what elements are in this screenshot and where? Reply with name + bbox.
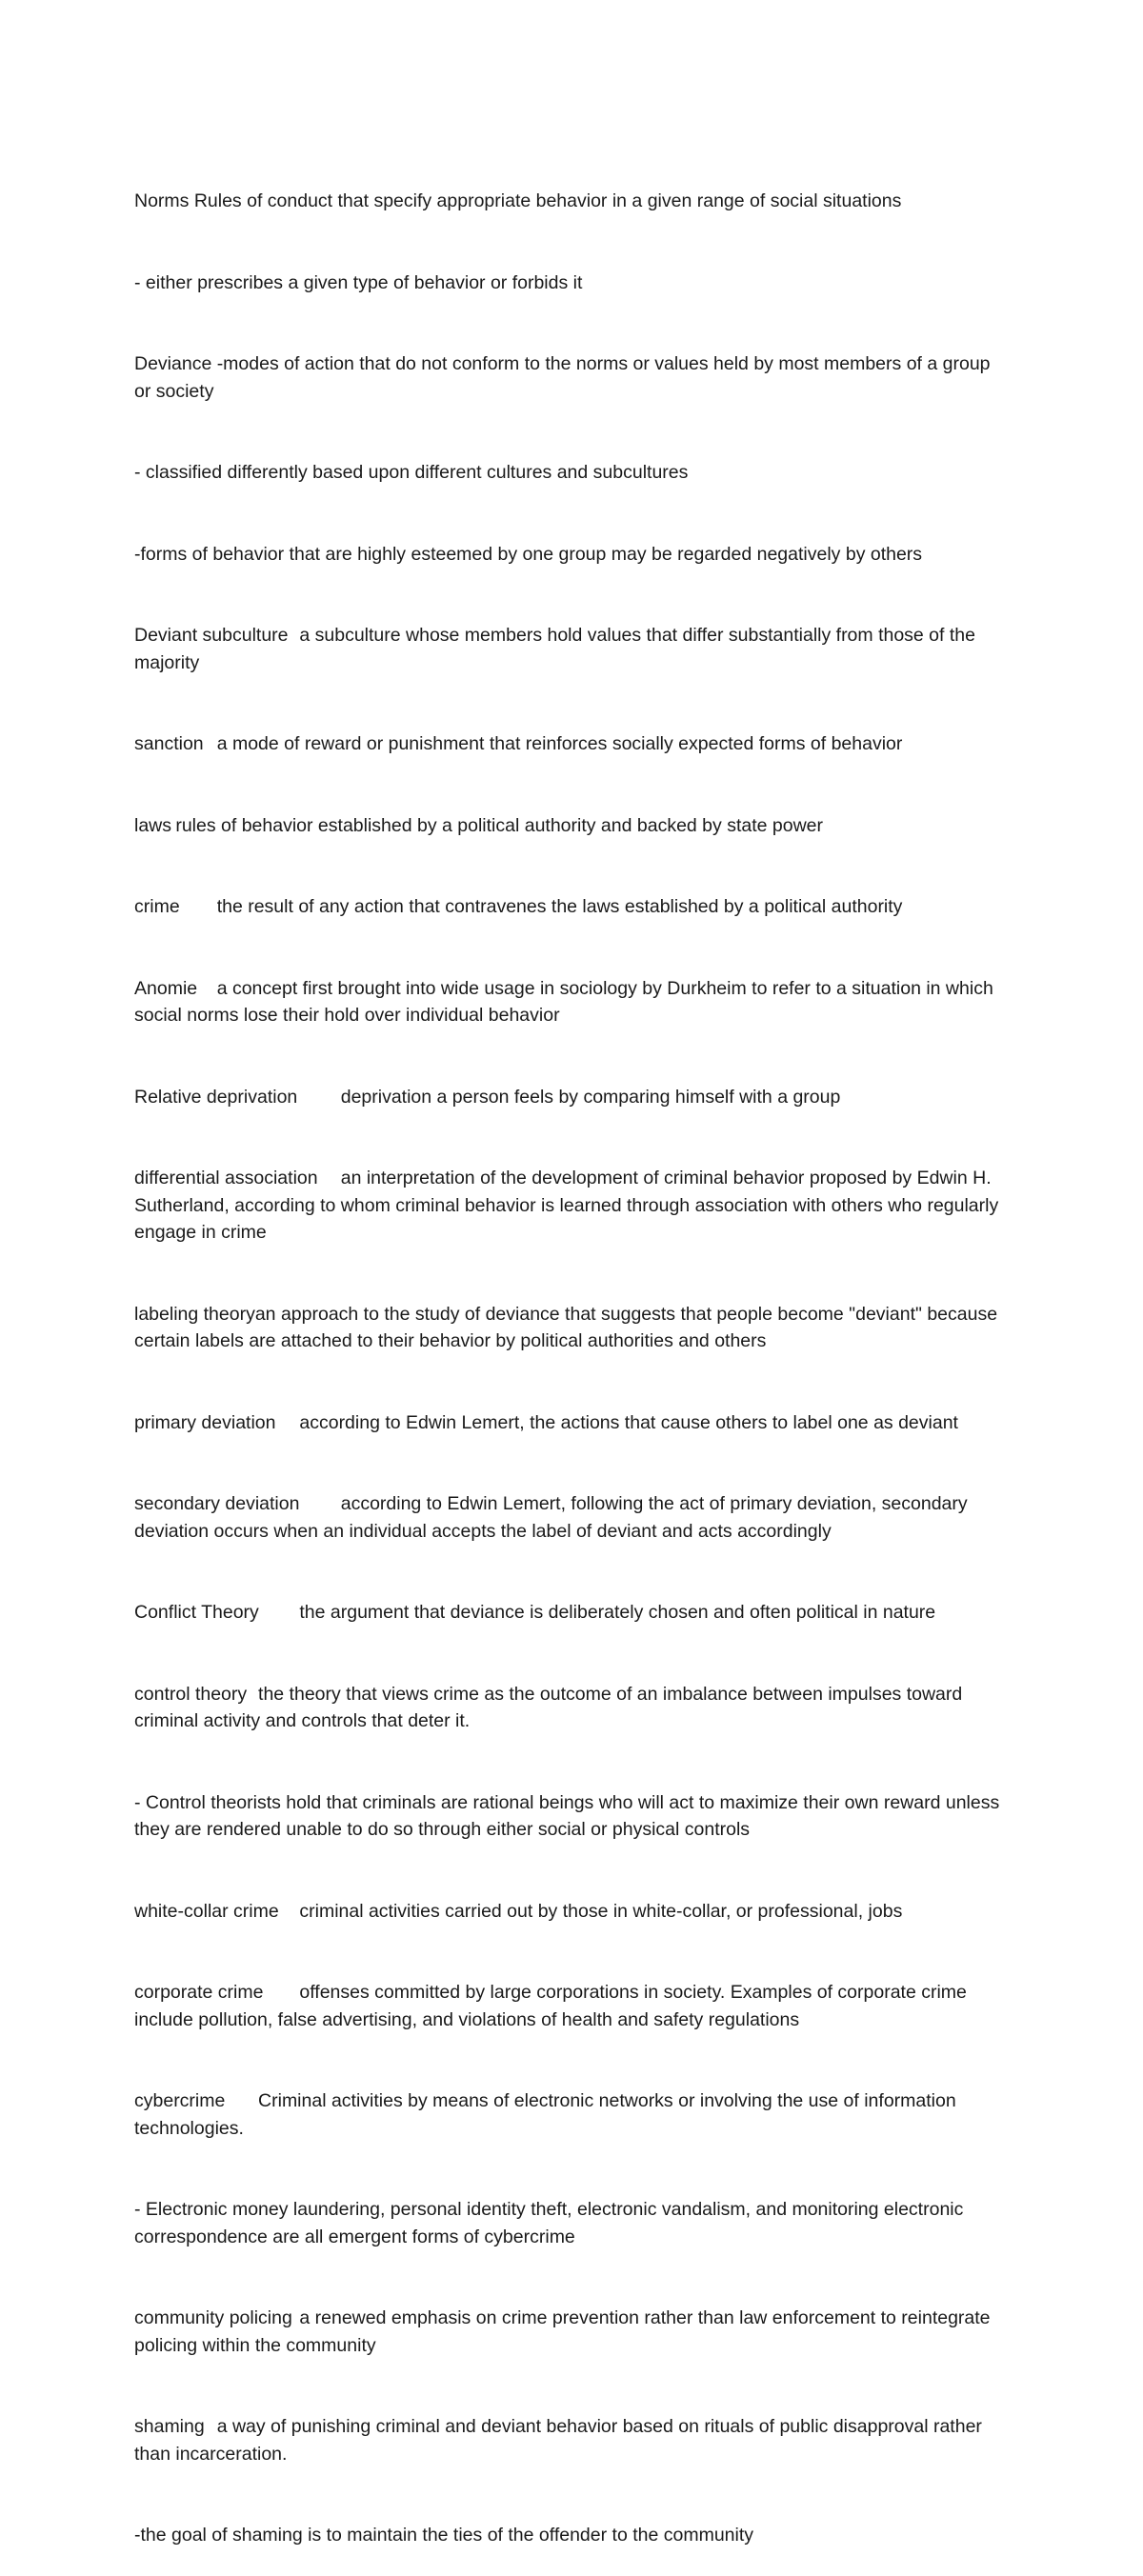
- entry-crime: crime the result of any action that contravenes the laws established by a political authority: [134, 896, 903, 917]
- entry-differential-association: differential association an interpretation of the development of criminal behavior proposed by Edwin H. Sutherland, according to whom criminal behavior is learned through association with others who regularly engage in crime: [134, 1168, 1004, 1243]
- entry-control-theory: control theory the theory that views crime as the outcome of an imbalance between impulses toward criminal activity and controls that deter it.: [134, 1683, 968, 1731]
- entry-community-policing: community policing a renewed emphasis on crime prevention rather than law enforcement to reintegrate policing within the community: [134, 2307, 995, 2356]
- entry-deviance-note-1: - classified differently based upon different cultures and subcultures: [134, 462, 689, 483]
- entry-cybercrime-note: - Electronic money laundering, personal identity theft, electronic vandalism, and monitoring electronic correspondence are all emergent forms of cybercrime: [134, 2199, 969, 2247]
- entry-corporate-crime: corporate crime offenses committed by large corporations in society. Examples of corporate crime include pollution, false advertising, and violations of health and safety regulations: [134, 1982, 973, 2030]
- entry-conflict-theory: Conflict Theory the argument that deviance is deliberately chosen and often political in nature: [134, 1602, 936, 1623]
- entry-sanction: sanction a mode of reward or punishment that reinforces socially expected forms of behavior: [134, 733, 903, 754]
- entry-deviant-subculture: Deviant subculture a subculture whose members hold values that differ substantially from those of the majority: [134, 625, 981, 673]
- entry-laws: laws rules of behavior established by a political authority and backed by state power: [134, 814, 823, 836]
- entry-shaming-note: -the goal of shaming is to maintain the ties of the offender to the community: [134, 2525, 754, 2546]
- entry-relative-deprivation: Relative deprivation deprivation a person feels by comparing himself with a group: [134, 1086, 841, 1108]
- entry-control-theory-note: - Control theorists hold that criminals are rational beings who will act to maximize their own reward unless they are rendered unable to do so through either social or physical controls: [134, 1791, 1005, 1840]
- entry-deviance-note-2: -forms of behavior that are highly esteemed by one group may be regarded negatively by others: [134, 543, 923, 565]
- entry-shaming: shaming a way of punishing criminal and deviant behavior based on rituals of public disapproval rather than incarceration.: [134, 2416, 988, 2465]
- entry-norms: Norms Rules of conduct that specify appropriate behavior in a given range of social situations: [134, 190, 902, 211]
- entry-primary-deviation: primary deviation according to Edwin Lemert, the actions that cause others to label one as deviant: [134, 1411, 958, 1433]
- entry-anomie: Anomie a concept first brought into wide usage in sociology by Durkheim to refer to a situation in which social norms lose their hold over individual behavior: [134, 977, 999, 1026]
- entry-secondary-deviation: secondary deviation according to Edwin Lemert, following the act of primary deviation, secondary deviation occurs when an individual accepts the label of deviant and acts accordingly: [134, 1493, 973, 1542]
- entry-deviance: Deviance -modes of action that do not conform to the norms or values held by most members of a group or society: [134, 353, 995, 402]
- document-page: [134, 133, 1011, 2576]
- entry-cybercrime: cybercrime Criminal activities by means of electronic networks or involving the use of information technologies.: [134, 2090, 962, 2139]
- entry-norms-note: - either prescribes a given type of behavior or forbids it: [134, 271, 583, 293]
- entry-labeling-theory: labeling theoryan approach to the study of deviance that suggests that people become "deviant" because certain labels are attached to their behavior by political authorities and others: [134, 1303, 1003, 1351]
- entry-white-collar-crime: white-collar crime criminal activities carried out by those in white-collar, or professional, jobs: [134, 1900, 903, 1922]
